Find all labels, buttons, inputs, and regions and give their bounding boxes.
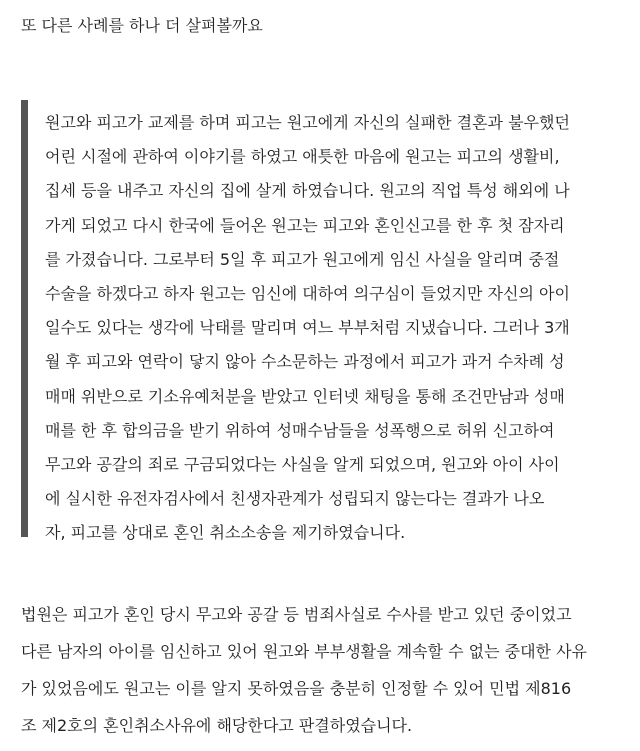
conclusion-paragraph	[21, 596, 631, 744]
quote-line: 일수도 있다는 생각에 낙태를 말리며 여느 부부처럼 지냈습니다. 그러나 3개	[45, 318, 570, 338]
conclusion-line: 조 제2호의 혼인취소사유에 해당한다고 판결하였습니다.	[21, 716, 413, 735]
blockquote-text	[45, 106, 625, 550]
conclusion-line: 법원은 피고가 혼인 당시 무고와 공갈 등 범죄사실로 수사를 받고 있던 중이었고	[21, 605, 572, 624]
quote-line: 에 실시한 유전자검사에서 친생자관계가 성립되지 않는다는 결과가 나오	[45, 489, 545, 509]
quote-line: 집세 등을 내주고 자신의 집에 살게 하였습니다. 원고의 직업 특성 해외에 나	[45, 181, 570, 201]
quote-line: 원고와 피고가 교제를 하며 피고는 원고에게 자신의 실패한 결혼과 불우했던	[45, 113, 570, 132]
quote-line: 어린 시절에 관하여 이야기를 하였고 애틋한 마음에 원고는 피고의 생활비,	[45, 147, 560, 167]
blockquote-bar	[21, 100, 28, 537]
quote-line: 무고와 공갈의 죄로 구금되었다는 사실을 알게 되었으며, 원고와 아이 사이	[45, 454, 560, 474]
quote-line: 매를 한 후 합의금을 받기 위하여 성매수남들을 성폭행으로 허위 신고하여	[45, 420, 555, 440]
intro-text: 또 다른 사례를 하나 더 살펴볼까요	[21, 16, 263, 35]
quote-line: 수술을 하겠다고 하자 원고는 임신에 대하여 의구심이 들었지만 자신의 아이	[45, 283, 570, 303]
quote-line: 자, 피고를 상대로 혼인 취소소송을 제기하였습니다.	[45, 523, 406, 543]
quote-line: 를 가졌습니다. 그로부터 5일 후 피고가 원고에게 임신 사실을 알리며 중절	[45, 249, 560, 269]
conclusion-line: 다른 남자의 아이를 임신하고 있어 원고와 부부생활을 계속할 수 없는 중대한 사유	[21, 642, 587, 661]
quote-line: 매매 위반으로 기소유예처분을 받았고 인터넷 채팅을 통해 조건만남과 성매	[45, 386, 565, 406]
quote-line: 월 후 피고와 연락이 닿지 않아 수소문하는 과정에서 피고가 과거 수차례 성	[45, 352, 565, 372]
quote-line: 가게 되었고 다시 한국에 들어온 원고는 피고와 혼인신고를 한 후 첫 잠자리	[45, 215, 565, 235]
case-blockquote	[21, 100, 621, 543]
conclusion-line: 가 있었음에도 원고는 이를 알지 못하였음을 충분히 인정할 수 있어 민법 제816	[21, 679, 572, 698]
